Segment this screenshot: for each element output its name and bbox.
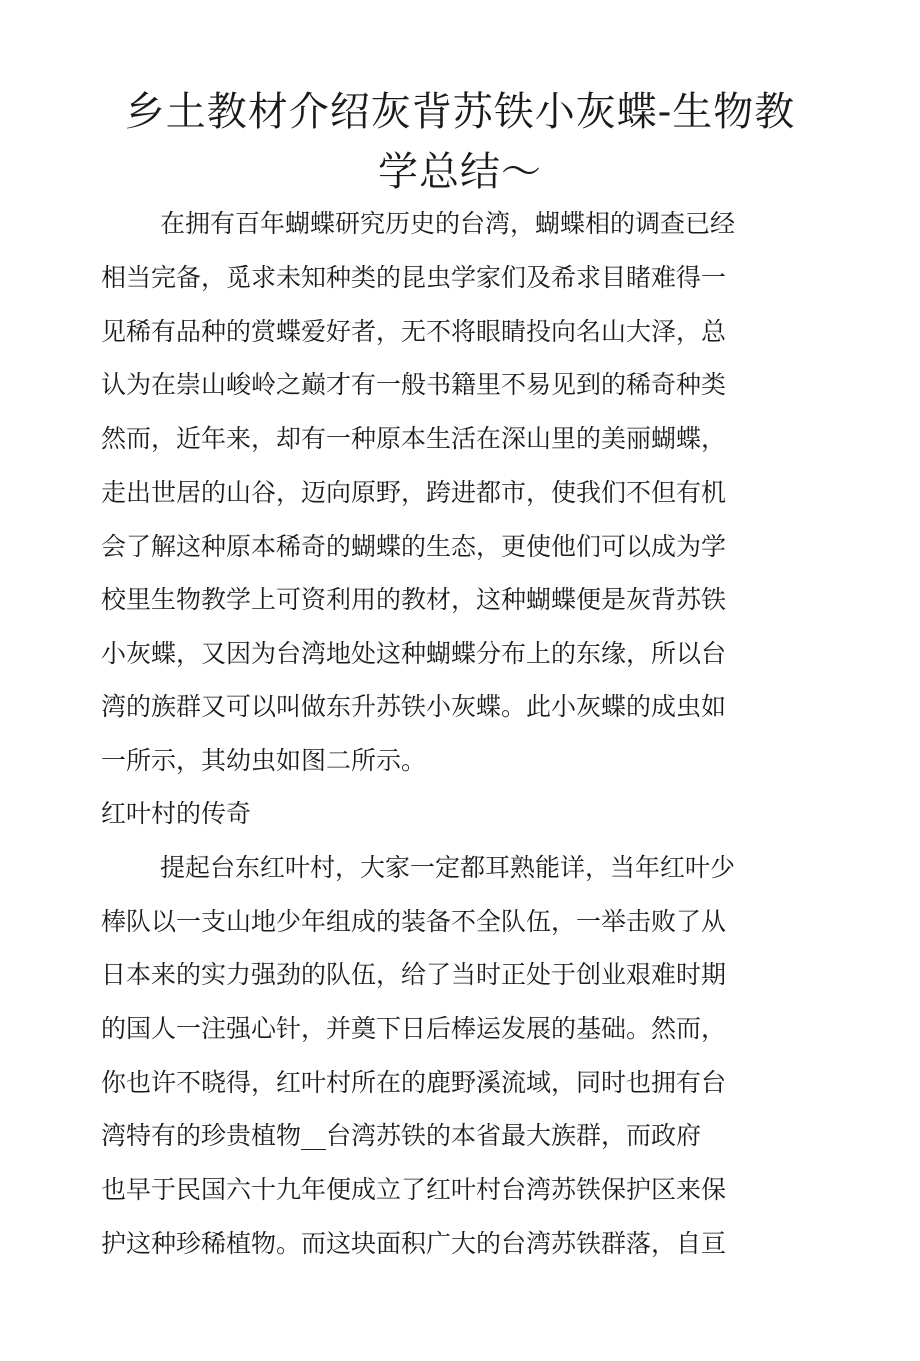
- text-line: 校里生物教学上可资利用的教材，这种蝴蝶便是灰背苏铁: [101, 585, 727, 614]
- text-line: 认为在崇山峻岭之巅才有一般书籍里不易见到的稀奇种类: [101, 370, 727, 399]
- text-line: 日本来的实力强劲的队伍，给了当时正处于创业艰难时期: [101, 960, 727, 989]
- title-line-2: 学总结～: [378, 149, 542, 195]
- text-line: 小灰蝶，又因为台湾地处这种蝴蝶分布上的东缘，所以台: [101, 639, 727, 668]
- text-line: 你也许不晓得，红叶村所在的鹿野溪流域，同时也拥有台: [101, 1068, 727, 1097]
- text-line: 相当完备，觅求未知种类的昆虫学家们及希求目睹难得一: [101, 263, 727, 292]
- text-line: 一所示，其幼虫如图二所示。: [101, 746, 427, 775]
- text-line: 湾的族群又可以叫做东升苏铁小灰蝶。此小灰蝶的成虫如: [101, 692, 727, 721]
- text-line: 湾特有的珍贵植物__台湾苏铁的本省最大族群，而政府: [101, 1121, 702, 1150]
- text-line: 护这种珍稀植物。而这块面积广大的台湾苏铁群落，自亘: [101, 1229, 727, 1258]
- text-line: 会了解这种原本稀奇的蝴蝶的生态，更使他们可以成为学: [101, 532, 727, 561]
- section-heading: 红叶村的传奇: [101, 799, 252, 828]
- text-line: 见稀有品种的赏蝶爱好者，无不将眼睛投向名山大泽，总: [101, 317, 727, 346]
- text-line: 在拥有百年蝴蝶研究历史的台湾，蝴蝶相的调查已经: [160, 209, 736, 238]
- text-line: 棒队以一支山地少年组成的装备不全队伍，一举击败了从: [101, 907, 727, 936]
- text-line: 提起台东红叶村，大家一定都耳熟能详，当年红叶少: [160, 853, 736, 882]
- text-line: 然而，近年来，却有一种原本生活在深山里的美丽蝴蝶，: [101, 424, 727, 453]
- text-line: 也早于民国六十九年便成立了红叶村台湾苏铁保护区来保: [101, 1175, 727, 1204]
- document-title: [100, 82, 820, 202]
- text-line: 走出世居的山谷，迈向原野，跨进都市，使我们不但有机: [101, 478, 727, 507]
- text-line: 的国人一注强心针，并奠下日后棒运发展的基础。然而，: [101, 1014, 727, 1043]
- title-line-1: 乡土教材介绍灰背苏铁小灰蝶-生物教: [124, 89, 796, 135]
